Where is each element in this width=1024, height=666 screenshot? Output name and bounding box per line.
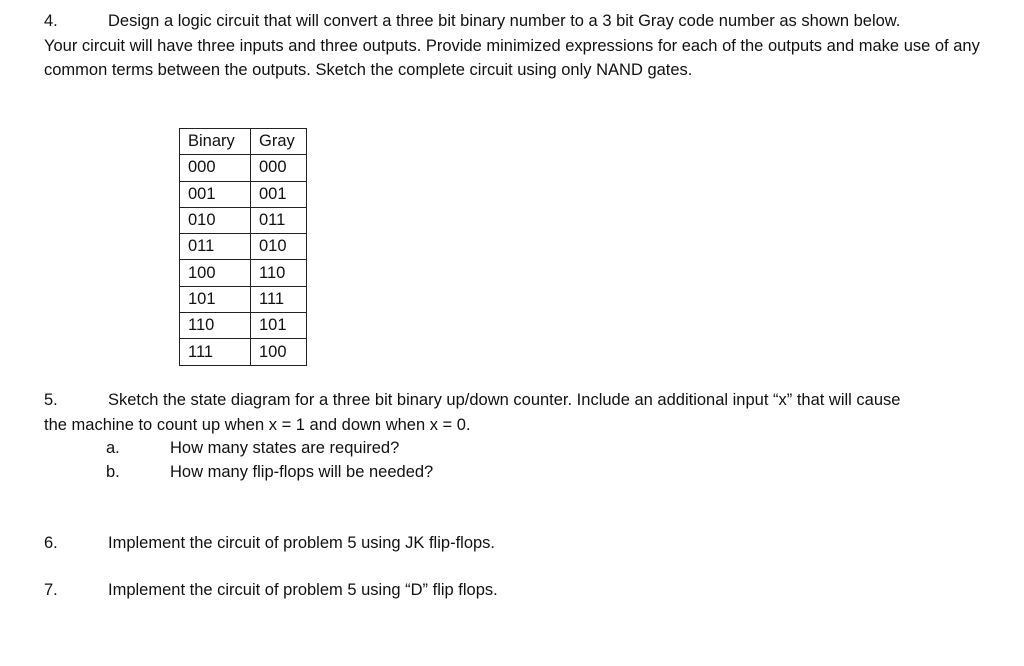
table-row	[180, 234, 307, 260]
question-5a-text: How many states are required?	[170, 439, 400, 457]
gray-cell: 111	[251, 286, 307, 312]
binary-cell: 100	[180, 260, 251, 286]
binary-cell: 101	[180, 286, 251, 312]
question-4-number: 4.	[44, 12, 58, 30]
binary-cell: 000	[180, 155, 251, 181]
question-7-number: 7.	[44, 581, 58, 599]
gray-cell: 001	[251, 181, 307, 207]
question-6-number: 6.	[44, 534, 58, 552]
question-5-text-first: Sketch the state diagram for a three bit binary up/down counter. Include an additional input “x” that will cause	[108, 391, 901, 409]
table-row	[180, 155, 307, 181]
question-5a-letter: a.	[106, 439, 120, 457]
gray-cell: 010	[251, 234, 307, 260]
table-row	[180, 286, 307, 312]
question-6-text: Implement the circuit of problem 5 using JK flip-flops.	[108, 534, 496, 552]
question-4-text-rest: Your circuit will have three inputs and three outputs. Provide minimized expressions for each of the outputs and make use of any common terms between the outputs. Sketch the complete circuit using only NAND gates.	[44, 36, 980, 79]
question-5b	[106, 460, 433, 484]
gray-cell: 110	[251, 260, 307, 286]
table-header-row	[180, 129, 307, 155]
table-row	[180, 207, 307, 233]
gray-cell: 100	[251, 339, 307, 365]
question-5a	[106, 436, 399, 460]
question-5-number: 5.	[44, 391, 58, 409]
header-binary: Binary	[180, 129, 251, 155]
question-7-text: Implement the circuit of problem 5 using “D” flip flops.	[108, 581, 498, 599]
binary-gray-table	[179, 128, 307, 366]
question-6	[44, 531, 994, 556]
question-7	[44, 578, 994, 603]
question-5b-text: How many flip-flops will be needed?	[170, 463, 434, 481]
binary-cell: 001	[180, 181, 251, 207]
table-row	[180, 260, 307, 286]
gray-cell: 101	[251, 313, 307, 339]
header-gray: Gray	[251, 129, 307, 155]
question-4-text-first: Design a logic circuit that will convert a three bit binary number to a 3 bit Gray code number as shown below.	[108, 12, 901, 30]
binary-cell: 111	[180, 339, 251, 365]
gray-cell: 011	[251, 207, 307, 233]
binary-cell: 110	[180, 313, 251, 339]
binary-cell: 010	[180, 207, 251, 233]
table-row	[180, 181, 307, 207]
binary-cell: 011	[180, 234, 251, 260]
table-row	[180, 313, 307, 339]
question-5-text-rest: the machine to count up when x = 1 and down when x = 0.	[44, 415, 471, 434]
question-5	[44, 388, 994, 437]
question-4	[44, 9, 994, 83]
question-5b-letter: b.	[106, 463, 120, 481]
table-row	[180, 339, 307, 365]
gray-cell: 000	[251, 155, 307, 181]
